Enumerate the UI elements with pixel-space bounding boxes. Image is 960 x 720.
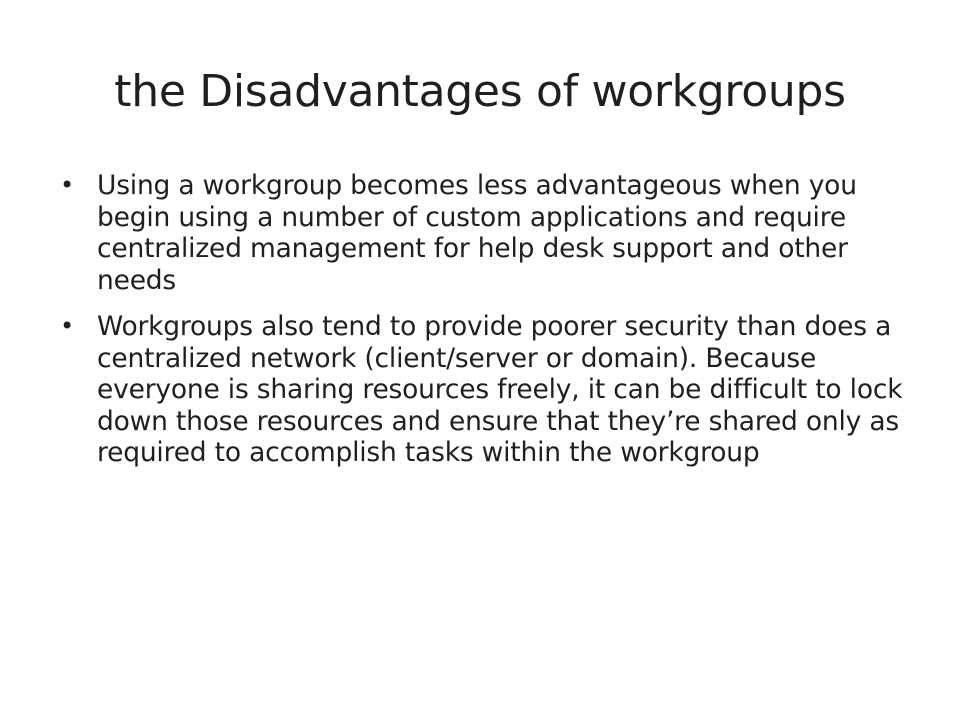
bullet-dot-icon: • xyxy=(60,171,74,199)
bullet-list xyxy=(60,170,910,484)
bullet-item xyxy=(60,311,910,469)
slide-title: the Disadvantages of workgroups xyxy=(114,66,846,117)
bullet-item xyxy=(60,170,910,296)
bullet-dot-icon: • xyxy=(60,312,74,340)
bullet-text: Workgroups also tend to provide poorer security than does a centralized network (client/server or domain). Because everyone is sharing resources freely, it can be difficult to lock down those resources and ensure that they’re shared only as required to accomplish tasks within the workgroup xyxy=(97,311,903,468)
bullet-text: Using a workgroup becomes less advantageous when you begin using a number of custom applications and require centralized management for help desk support and other needs xyxy=(97,170,857,296)
